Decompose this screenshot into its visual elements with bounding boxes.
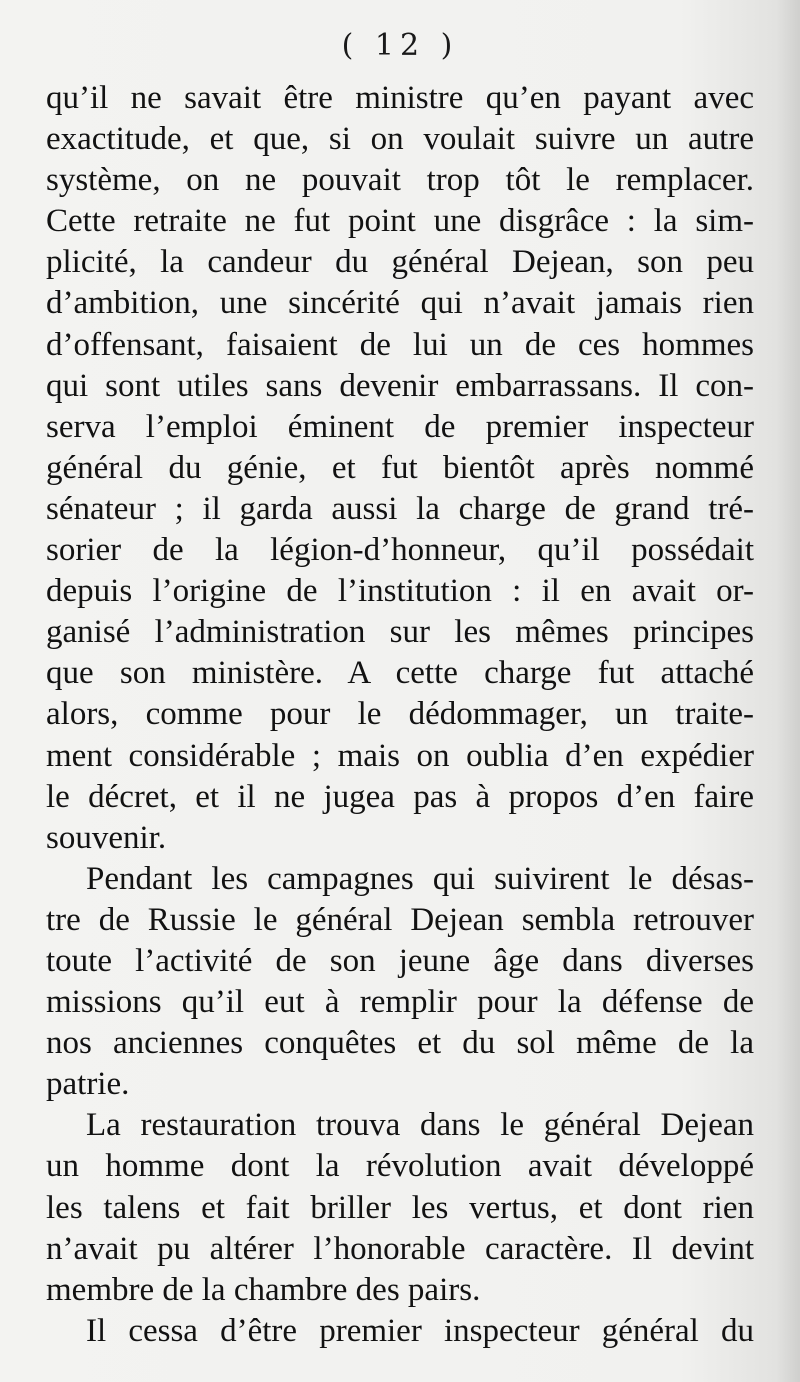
text-line: Il cessa d’être premier inspecteur général du — [86, 1312, 754, 1349]
paragraph-3 — [46, 1105, 754, 1310]
text-line: système, on ne pouvait trop tôt le remplacer. — [46, 162, 754, 199]
body-text — [46, 78, 754, 1352]
text-line: alors, comme pour le dédommager, un traite- — [46, 696, 754, 733]
text-line: un homme dont la révolution avait développé — [46, 1148, 754, 1185]
text-line: membre de la chambre des pairs. — [46, 1271, 481, 1308]
text-line: d’ambition, une sincérité qui n’avait jamais rien — [46, 285, 754, 322]
text-line: missions qu’il eut à remplir pour la défense de — [46, 984, 754, 1021]
paragraph-2 — [46, 859, 754, 1106]
text-line: les talens et fait briller les vertus, et dont rien — [46, 1189, 754, 1226]
text-line: plicité, la candeur du général Dejean, son peu — [46, 244, 754, 281]
text-line: La restauration trouva dans le général Dejean — [86, 1107, 754, 1144]
text-line: ment considérable ; mais on oublia d’en expédier — [46, 737, 754, 774]
text-line: sorier de la légion-d’honneur, qu’il possédait — [46, 532, 754, 569]
paragraph-1 — [46, 78, 754, 859]
paragraph-4 — [46, 1311, 754, 1352]
page-number: ( 12 ) — [341, 28, 459, 63]
text-line: tre de Russie le général Dejean sembla retrouver — [46, 901, 754, 938]
text-line: nos anciennes conquêtes et du sol même de la — [46, 1025, 754, 1062]
text-line: Cette retraite ne fut point une disgrâce : la sim- — [46, 203, 754, 240]
text-line: patrie. — [46, 1066, 130, 1103]
text-line: ganisé l’administration sur les mêmes principes — [46, 614, 754, 651]
text-line: n’avait pu altérer l’honorable caractère. Il devint — [46, 1230, 754, 1267]
text-line: d’offensant, faisaient de lui un de ces hommes — [46, 326, 754, 363]
text-line: sénateur ; il garda aussi la charge de grand tré- — [46, 490, 754, 527]
text-line: que son ministère. A cette charge fut attaché — [46, 655, 754, 692]
text-line: qui sont utiles sans devenir embarrassans. Il con- — [46, 367, 754, 404]
text-line: souvenir. — [46, 819, 167, 856]
text-line: serva l’emploi éminent de premier inspecteur — [46, 408, 754, 445]
text-line: Pendant les campagnes qui suivirent le désas- — [86, 860, 754, 897]
text-line: depuis l’origine de l’institution : il en avait or- — [46, 573, 754, 610]
text-line: toute l’activité de son jeune âge dans diverses — [46, 942, 754, 979]
text-line: exactitude, et que, si on voulait suivre un autre — [46, 121, 754, 158]
text-line: le décret, et il ne jugea pas à propos d’en faire — [46, 778, 754, 815]
text-line: qu’il ne savait être ministre qu’en payant avec — [46, 80, 754, 116]
text-line: général du génie, et fut bientôt après nommé — [46, 449, 754, 486]
